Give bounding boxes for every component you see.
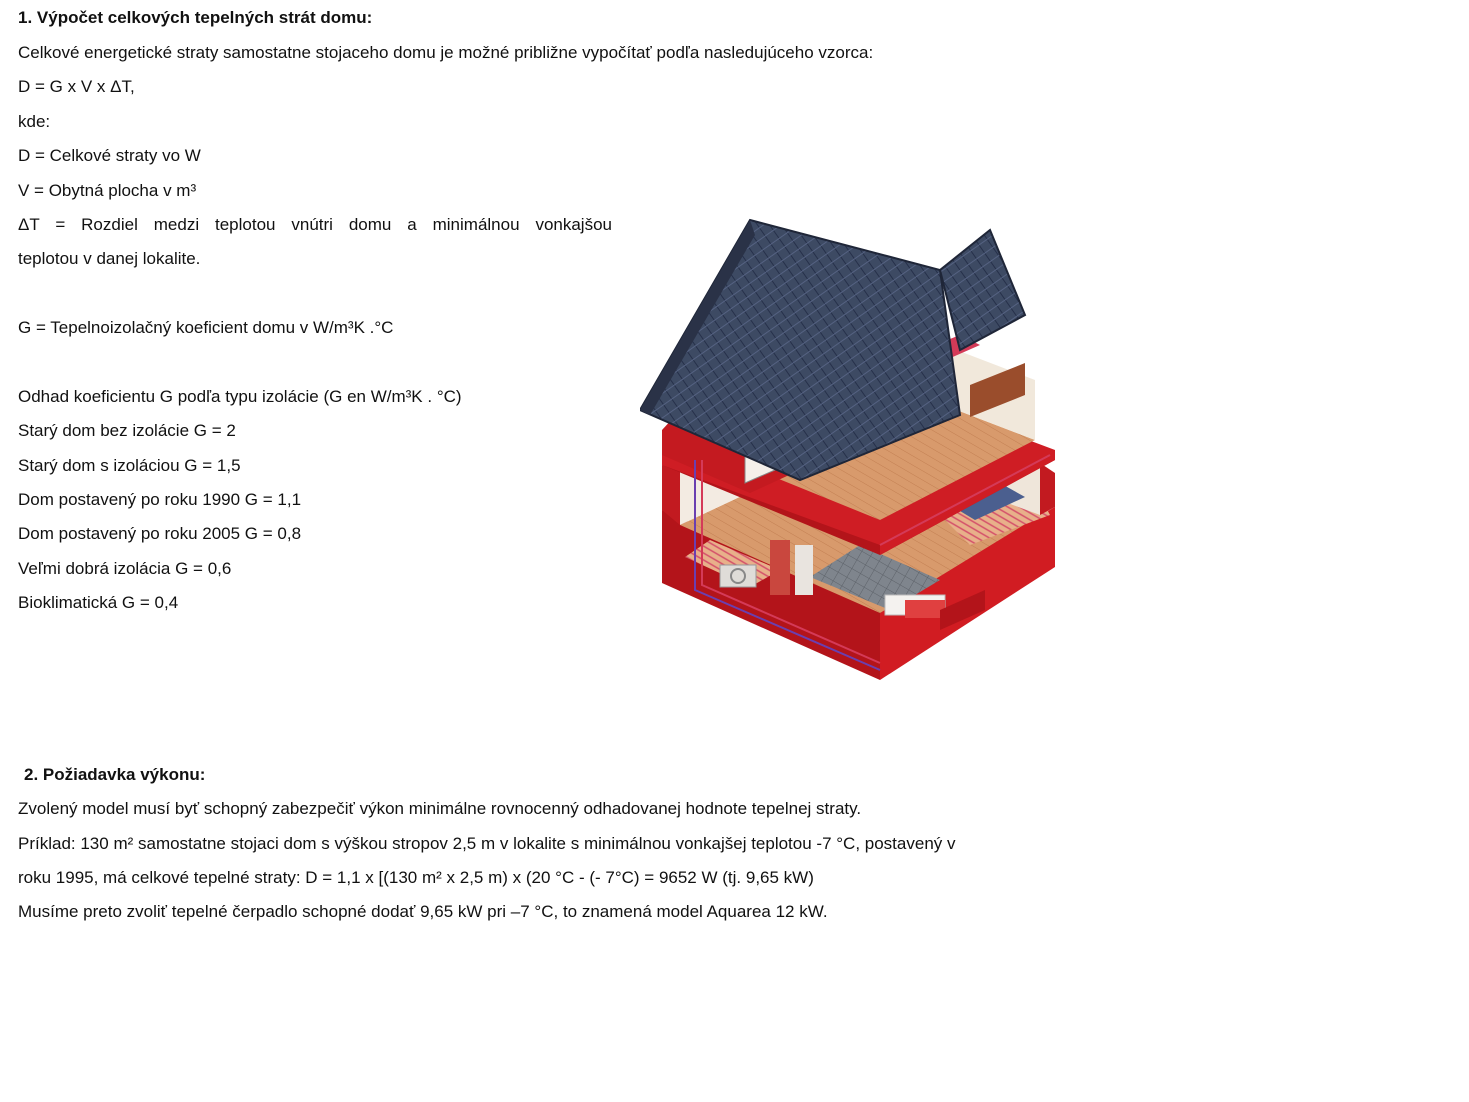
estimate-item: Dom postavený po roku 1990 G = 1,1 [18, 490, 302, 509]
where-label: kde: [18, 112, 51, 131]
conclusion-text: Musíme preto zvoliť tepelné čerpadlo schopné dodať 9,65 kW pri –7 °C, to znamená model Aquarea 12 kW. [18, 902, 828, 921]
section1-heading: 1. Výpočet celkových tepelných strát domu: [18, 8, 373, 27]
estimate-item: Starý dom bez izolácie G = 2 [18, 421, 236, 440]
estimate-item: Bioklimatická G = 0,4 [18, 593, 179, 612]
estimate-title: Odhad koeficientu G podľa typu izolácie (G en W/m³K . °C) [18, 387, 462, 406]
example-line2: roku 1995, má celkové tepelné straty: D = 1,1 x [(130 m² x 2,5 m) x (20 °C - (- 7°C) = 9652 W (tj. 9,65 kW) [18, 868, 814, 887]
requirement-text: Zvolený model musí byť schopný zabezpečiť výkon minimálne rovnocenný odhadovanej hodnote tepelnej straty. [18, 799, 862, 818]
house-cutaway-illustration [640, 215, 1065, 685]
section2-heading: 2. Požiadavka výkonu: [24, 765, 206, 784]
definition-dt-line2: teplotou v danej lokalite. [18, 249, 201, 268]
definition-dt-line1: ΔT = Rozdiel medzi teplotou vnútri domu a minimálnou vonkajšou [18, 215, 612, 234]
definition-v: V = Obytná plocha v m³ [18, 181, 197, 200]
estimate-item: Starý dom s izoláciou G = 1,5 [18, 456, 241, 475]
estimate-item: Veľmi dobrá izolácia G = 0,6 [18, 559, 232, 578]
example-line1: Príklad: 130 m² samostatne stojaci dom s výškou stropov 2,5 m v lokalite s minimálnou vonkajšej teplotou -7 °C, postavený v [18, 834, 956, 853]
formula: D = G x V x ΔT, [18, 77, 135, 96]
definition-g: G = Tepelnoizolačný koeficient domu v W/m³K .°C [18, 318, 394, 337]
intro-text: Celkové energetické straty samostatne stojaceho domu je možné približne vypočítať podľa nasledujúceho vzorca: [18, 43, 874, 62]
definition-d: D = Celkové straty vo W [18, 146, 201, 165]
estimate-item: Dom postavený po roku 2005 G = 0,8 [18, 524, 302, 543]
